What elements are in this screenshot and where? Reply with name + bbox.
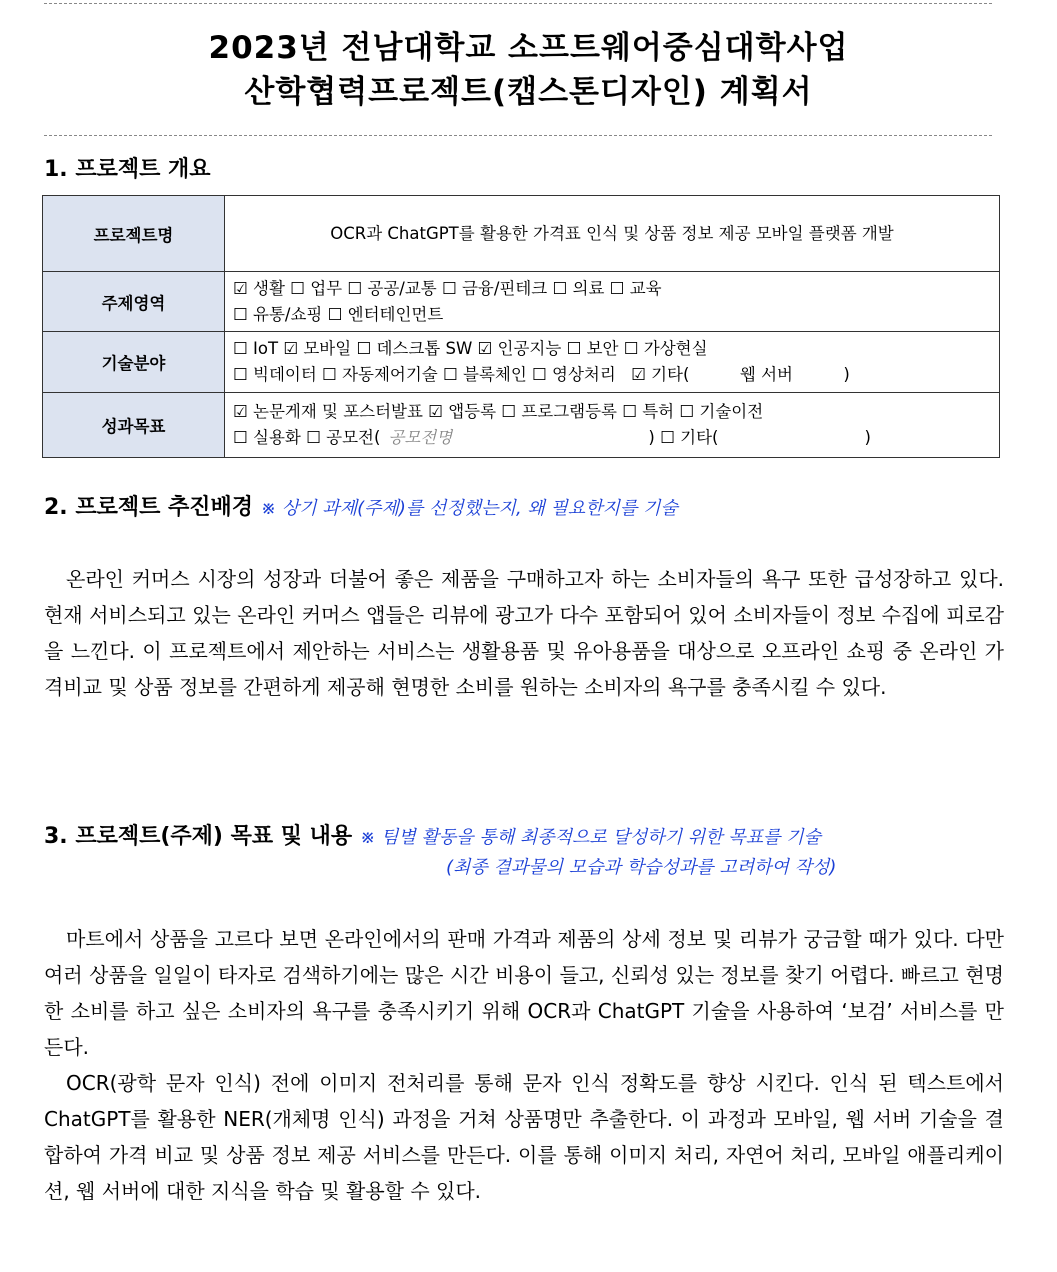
- document-title-line1: 2023년 전남대학교 소프트웨어중심대학사업: [208, 30, 849, 66]
- tech-other-suffix: ): [843, 365, 850, 384]
- tech-automation-checkbox[interactable]: ☐ 자동제어기술: [322, 365, 438, 384]
- goal-other-checkbox[interactable]: [660, 428, 871, 447]
- topic-work-checkbox[interactable]: ☐ 업무: [290, 278, 343, 298]
- tech-field-label: 기술분야: [43, 332, 225, 393]
- topic-public-checkbox[interactable]: ☐ 공공/교통: [347, 278, 437, 298]
- topic-retail-checkbox[interactable]: ☐ 유통/쇼핑: [233, 304, 323, 324]
- goal-commercialize-checkbox[interactable]: ☐ 실용화: [233, 428, 301, 447]
- tech-security-checkbox[interactable]: ☐ 보안: [566, 339, 619, 358]
- tech-ai-checkbox[interactable]: ☑ 인공지능: [477, 339, 562, 358]
- section3-paragraph1: 마트에서 상품을 고르다 보면 온라인에서의 판매 가격과 제품의 상세 정보 및 리뷰가 궁금할 때가 있다. 다만 여러 상품을 일일이 타자로 검색하기에는 많은 시간 비용이 들고, 신뢰성 있는 정보를 찾기 어렵다. 빠르고 현명한 소비를 하고 싶은 소비자의 욕구를 충족시키기 위해 OCR과 ChatGPT 기술을 사용하여 ‘보검’ 서비스를 만든다.: [44, 927, 1004, 1059]
- tech-other-value[interactable]: 웹 서버: [739, 365, 793, 384]
- tech-vr-checkbox[interactable]: ☐ 가상현실: [623, 339, 708, 358]
- section2-body: [44, 561, 1004, 705]
- document-title-line2: 산학협력프로젝트(캡스톤디자인) 계획서: [244, 74, 813, 110]
- topic-area-label: 주제영역: [43, 272, 225, 332]
- goal-patent-checkbox[interactable]: ☐ 특허: [622, 402, 675, 421]
- tech-field-options: [225, 332, 1000, 393]
- topic-area-row: [43, 272, 1000, 332]
- project-name-row: [43, 196, 1000, 272]
- section3-title: 3. 프로젝트(주제) 목표 및 내용: [44, 824, 353, 849]
- goal-app-checkbox[interactable]: ☑ 앱등록: [428, 402, 497, 421]
- topic-life-checkbox[interactable]: ☑ 생활: [233, 278, 285, 298]
- tech-desktop-checkbox[interactable]: ☐ 데스크톱 SW: [356, 339, 473, 358]
- goals-options: [225, 393, 1000, 458]
- goal-other-prefix: ☐ 기타(: [660, 428, 719, 447]
- tech-other-prefix: ☑ 기타(: [631, 365, 690, 384]
- section2-heading: [44, 490, 678, 521]
- goal-contest-suffix: ): [648, 428, 655, 447]
- topic-medical-checkbox[interactable]: ☐ 의료: [552, 278, 605, 298]
- project-name-label: 프로젝트명: [43, 196, 225, 272]
- tech-bigdata-checkbox[interactable]: ☐ 빅데이터: [233, 365, 317, 384]
- contest-name-input[interactable]: 공모전명: [388, 428, 453, 447]
- goal-paper-checkbox[interactable]: ☑ 논문게재 및 포스터발표: [233, 402, 423, 421]
- topic-education-checkbox[interactable]: ☐ 교육: [609, 278, 662, 298]
- section2-title: 2. 프로젝트 추진배경: [44, 495, 253, 520]
- section3-instruction-line1: ※ 팀별 활동을 통해 최종적으로 달성하기 위한 목표를 기술: [360, 827, 821, 848]
- section3-body: [44, 921, 1004, 1209]
- tech-other-checkbox[interactable]: [631, 365, 850, 384]
- goal-contest-checkbox[interactable]: [306, 428, 660, 447]
- tech-blockchain-checkbox[interactable]: ☐ 블록체인: [442, 365, 527, 384]
- top-divider: [44, 3, 992, 4]
- goals-row: [43, 393, 1000, 458]
- section2-instruction: ※ 상기 과제(주제)를 선정했는지, 왜 필요한지를 기술: [261, 498, 678, 519]
- goals-label: 성과목표: [43, 393, 225, 458]
- section3-heading: [44, 819, 821, 850]
- section1-heading: 1. 프로젝트 개요: [44, 157, 211, 182]
- topic-finance-checkbox[interactable]: ☐ 금융/핀테크: [441, 278, 548, 298]
- topic-area-options: [225, 272, 1000, 332]
- tech-mobile-checkbox[interactable]: ☑ 모바일: [283, 339, 352, 358]
- goal-tech-transfer-checkbox[interactable]: ☐ 기술이전: [679, 402, 764, 421]
- project-name-value: OCR과 ChatGPT를 활용한 가격표 인식 및 상품 정보 제공 모바일 플랫폼 개발: [225, 196, 1000, 272]
- topic-entertainment-checkbox[interactable]: ☐ 엔터테인먼트: [327, 304, 444, 324]
- tech-field-row: [43, 332, 1000, 393]
- goal-program-checkbox[interactable]: ☐ 프로그램등록: [501, 402, 617, 421]
- tech-image-checkbox[interactable]: ☐ 영상처리: [532, 365, 616, 384]
- project-overview-table: [42, 195, 1000, 458]
- tech-iot-checkbox[interactable]: ☐ IoT: [233, 339, 279, 358]
- section3-instruction-line2: (최종 결과물의 모습과 학습성과를 고려하여 작성): [446, 857, 837, 878]
- section3-paragraph2: OCR(광학 문자 인식) 전에 이미지 전처리를 통해 문자 인식 정확도를 향상 시킨다. 인식 된 텍스트에서 ChatGPT를 활용한 NER(개체명 인식) 과정을 거쳐 상품명만 추출한다. 이 과정과 모바일, 웹 서버 기술을 결합하여 가격 비교 및 상품 정보 제공 서비스를 만든다. 이를 통해 이미지 처리, 자연어 처리, 모바일 애플리케이션, 웹 서버에 대한 지식을 학습 및 활용할 수 있다.: [44, 1071, 1004, 1203]
- goal-contest-prefix: ☐ 공모전(: [306, 428, 381, 447]
- goal-other-suffix: ): [864, 428, 871, 447]
- section2-paragraph: 온라인 커머스 시장의 성장과 더불어 좋은 제품을 구매하고자 하는 소비자들의 욕구 또한 급성장하고 있다. 현재 서비스되고 있는 온라인 커머스 앱들은 리뷰에 광고가 다수 포함되어 있어 소비자들이 정보 수집에 피로감을 느낀다. 이 프로젝트에서 제안하는 서비스는 생활용품 및 유아용품을 대상으로 오프라인 쇼핑 중 온라인 가격비교 및 상품 정보를 간편하게 제공해 현명한 소비를 원하는 소비자의 욕구를 충족시킬 수 있다.: [44, 567, 1004, 699]
- title-divider: [44, 135, 992, 136]
